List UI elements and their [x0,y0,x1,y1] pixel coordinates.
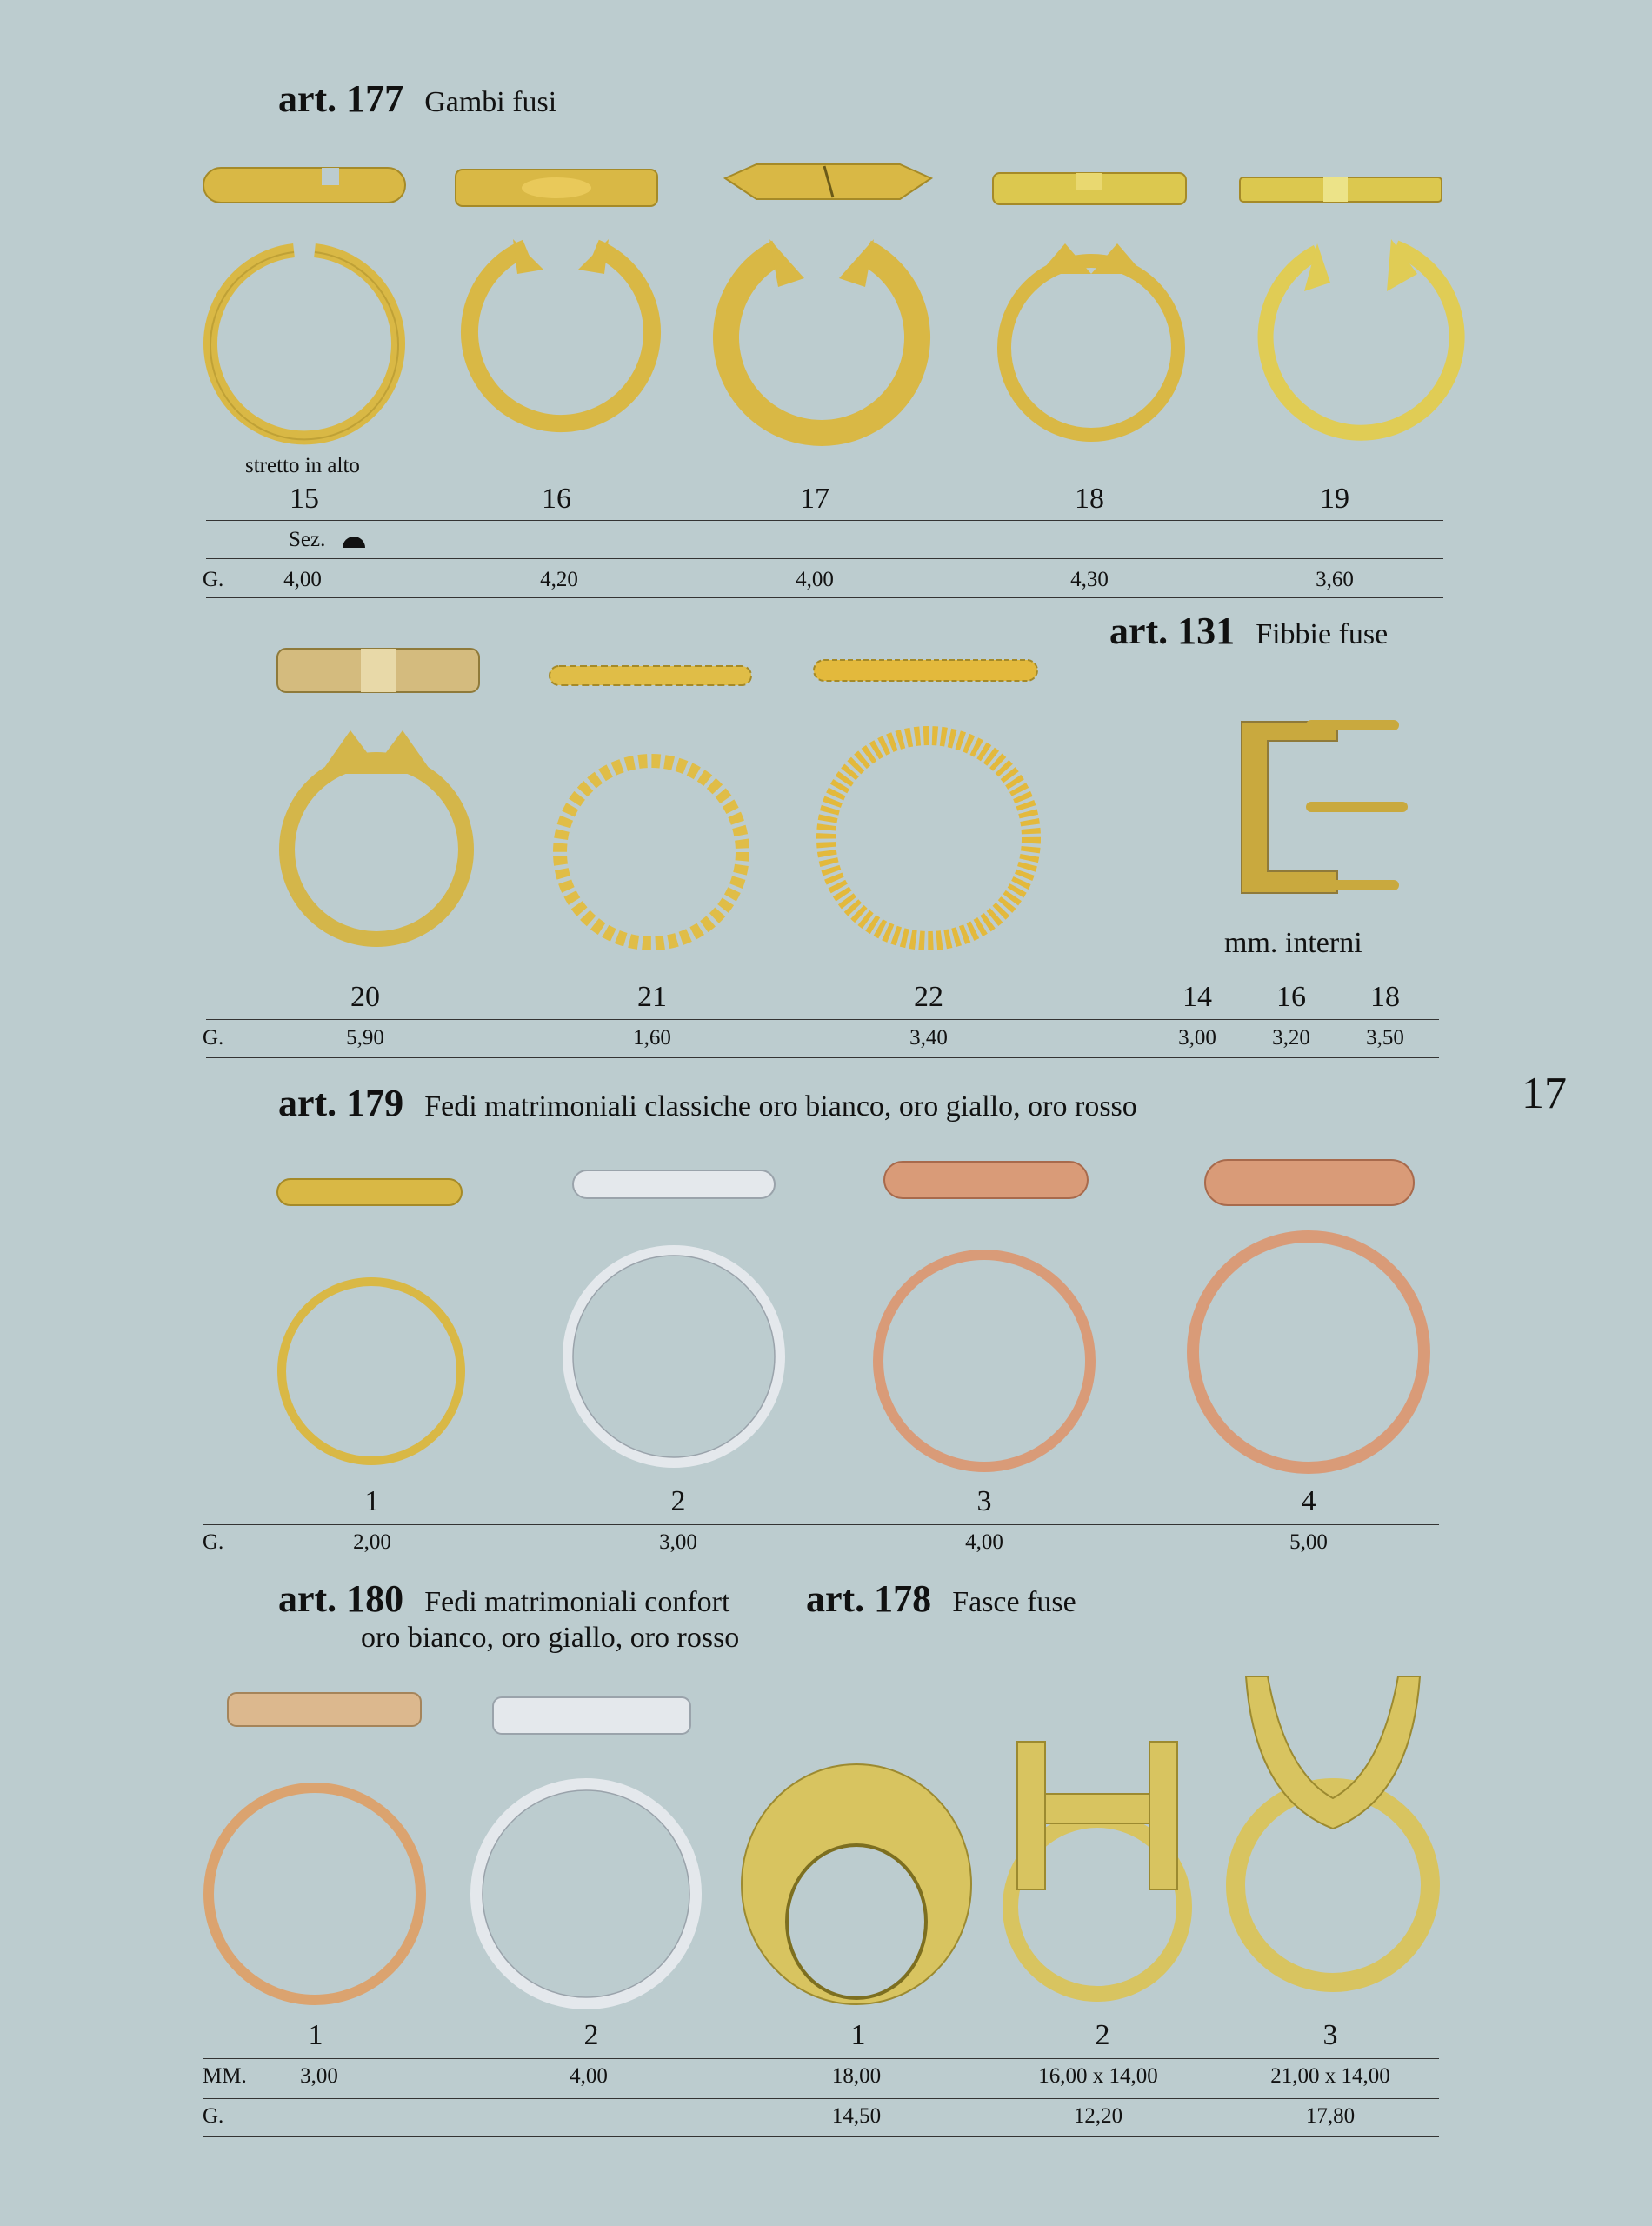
art131-note: mm. interni [1224,927,1362,959]
ring-number-180-1: 1 [308,2019,323,2051]
ring-178-3-image [1216,1668,1450,2003]
weight-value: 4,00 [283,568,322,591]
ring-178-2-image [1000,1733,1196,2011]
ring-178-1-image [737,1761,976,2009]
ring-179-2-front-view [561,1239,787,1474]
art177-note: stretto in alto [245,454,360,477]
ring-number-179-1: 1 [364,1485,380,1517]
weight-value: 4,20 [540,568,578,591]
ring-179-1-top-view [274,1176,465,1210]
weight-label: G. [203,2104,224,2128]
ring-20-front-view [276,726,476,952]
buckle-size-16: 16 [1276,981,1306,1013]
ring-19-front-view [1235,239,1443,457]
ring-number-179-4: 4 [1301,1485,1316,1517]
divider [206,1057,1439,1058]
divider [203,2136,1439,2137]
art178-heading [806,1576,1076,1621]
ring-180-1-top-view [224,1689,424,1729]
weight-value: 3,40 [909,1026,948,1050]
weight-value: 3,60 [1316,568,1354,591]
weight-value: 17,80 [1305,2104,1356,2128]
ring-17-top-view [722,161,935,204]
ring-180-1-front-view [200,1776,430,2012]
ring-18-top-view [989,170,1189,209]
weight-value: 2,00 [353,1530,391,1554]
art180-description-line1: Fedi matrimoniali confort [424,1586,730,1618]
ring-180-2-front-view [468,1771,704,2016]
ring-17-front-view [709,235,935,452]
ring-179-4-front-view [1184,1226,1433,1478]
weight-value: 12,20 [1073,2104,1123,2128]
ring-179-1-front-view [274,1271,470,1473]
divider [206,558,1443,559]
ring-16-top-view [452,165,661,213]
weight-value: 3,00 [659,1530,697,1554]
ring-number-180-2: 2 [583,2019,599,2051]
ring-21-top-view [546,663,755,689]
ring-number-179-3: 3 [976,1485,992,1517]
ring-19-top-view [1236,174,1445,207]
half-round-section-icon [341,534,367,550]
weight-value: 14,50 [831,2104,882,2128]
mm-value: 18,00 [831,2064,882,2088]
weight-value: 3,00 [1178,1026,1216,1050]
art179-code: art. 179 [278,1082,404,1124]
ring-20-top-view [274,645,483,696]
art131-code: art. 131 [1109,610,1236,652]
art177-description: Gambi fusi [424,86,557,118]
ring-22-front-view [814,723,1044,954]
art180-code: art. 180 [278,1577,404,1620]
divider [206,520,1443,521]
buckle-size-18: 18 [1370,981,1400,1013]
art180-heading [278,1576,729,1621]
ring-21-front-view [550,748,754,956]
ring-179-2-top-view [570,1167,778,1203]
weight-value: 4,30 [1070,568,1109,591]
mm-value: 3,00 [300,2064,338,2088]
ring-number-178-1: 1 [850,2019,866,2051]
ring-179-3-front-view [871,1243,1097,1478]
ring-number-178-3: 3 [1322,2019,1338,2051]
ring-number-19: 19 [1320,483,1349,515]
divider [203,2098,1439,2099]
art179-heading [278,1081,1137,1125]
ring-number-15: 15 [290,483,319,515]
mm-value: 21,00 x 14,00 [1270,2064,1390,2088]
art131-heading [1109,609,1388,653]
mm-value: 16,00 x 14,00 [1038,2064,1158,2088]
divider [203,1524,1439,1525]
art178-code: art. 178 [806,1577,932,1620]
ring-number-18: 18 [1075,483,1104,515]
ring-number-22: 22 [914,981,943,1013]
buckle-size-14: 14 [1182,981,1212,1013]
ring-179-4-top-view [1202,1156,1417,1210]
art177-heading [278,77,556,121]
art177-code: art. 177 [278,77,404,120]
ring-22-top-view [810,656,1041,684]
ring-number-16: 16 [542,483,571,515]
weight-value: 5,00 [1289,1530,1328,1554]
ring-number-17: 17 [800,483,829,515]
weight-label: G. [203,568,224,591]
buckle-image [1233,715,1407,897]
weight-value: 4,00 [796,568,834,591]
mm-label: MM. [203,2064,247,2088]
ring-16-front-view [456,235,665,448]
section-label: Sez. [289,528,326,551]
ring-179-3-top-view [881,1158,1091,1203]
weight-label: G. [203,1530,224,1554]
ring-15-front-view [200,243,409,443]
art131-description: Fibbie fuse [1256,618,1389,650]
ring-number-21: 21 [637,981,667,1013]
ring-18-front-view [991,239,1191,448]
ring-number-20: 20 [350,981,380,1013]
ring-180-2-top-view [490,1694,694,1737]
divider [206,597,1443,598]
divider [206,1019,1439,1020]
weight-label: G. [203,1026,224,1050]
weight-value: 4,00 [965,1530,1003,1554]
page-number: 17 [1522,1069,1567,1118]
art179-description: Fedi matrimoniali classiche oro bianco, oro giallo, oro rosso [424,1090,1137,1123]
weight-value: 3,20 [1272,1026,1310,1050]
ring-number-179-2: 2 [670,1485,686,1517]
weight-value: 1,60 [633,1026,671,1050]
weight-value: 5,90 [346,1026,384,1050]
ring-number-178-2: 2 [1095,2019,1110,2051]
art178-description: Fasce fuse [952,1586,1076,1618]
ring-15-top-view [200,161,409,213]
mm-value: 4,00 [570,2064,608,2088]
weight-value: 3,50 [1366,1026,1404,1050]
art180-description-line2: oro bianco, oro giallo, oro rosso [361,1622,740,1654]
divider [203,2058,1439,2059]
